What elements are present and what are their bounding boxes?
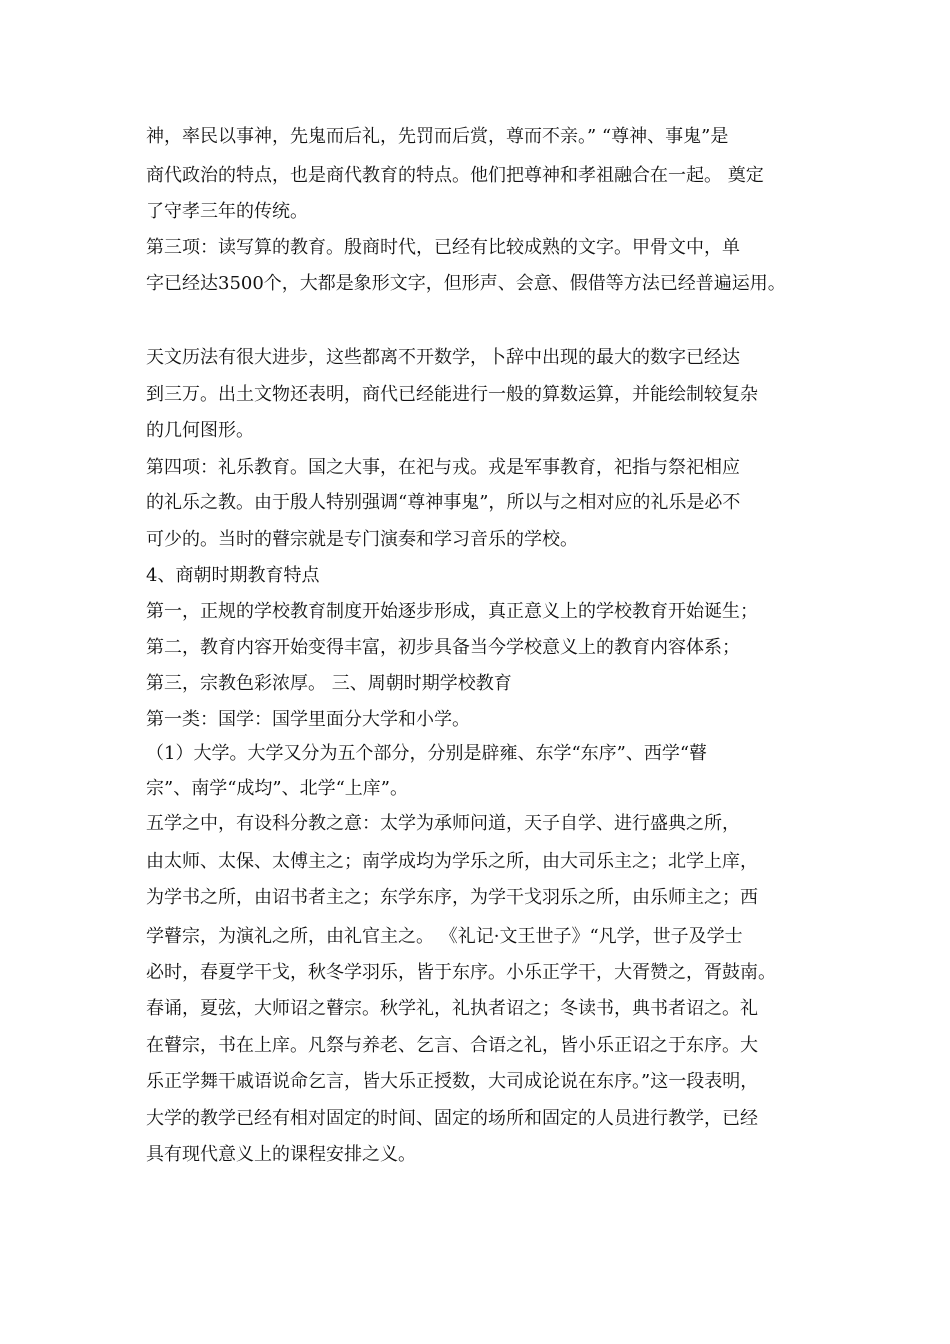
text-line: 商代政治的特点，也是商代教育的特点。他们把尊神和孝祖融合在一起。 奠定 bbox=[146, 165, 764, 186]
text-line: 字已经达3500个，大都是象形文字，但形声、会意、假借等方法已经普遍运用。 bbox=[146, 273, 786, 294]
text-line: 由太师、太保、太傅主之；南学成均为学乐之所，由大司乐主之；北学上庠， bbox=[146, 851, 758, 872]
text-line: 可少的。当时的瞽宗就是专门演奏和学习音乐的学校。 bbox=[146, 529, 578, 550]
text-line: 为学书之所，由诏书者主之；东学东序，为学干戈羽乐之所，由乐师主之；西 bbox=[146, 887, 758, 908]
text-line: 具有现代意义上的课程安排之义。 bbox=[146, 1144, 416, 1165]
text-line: 大学的教学已经有相对固定的时间、固定的场所和固定的人员进行教学，已经 bbox=[146, 1108, 758, 1129]
text-line: 了守孝三年的传统。 bbox=[146, 201, 308, 222]
text-line: 的礼乐之教。由于殷人特别强调“尊神事鬼”，所以与之相对应的礼乐是必不 bbox=[146, 492, 741, 513]
text-line: 4、商朝时期教育特点 bbox=[146, 565, 320, 586]
text-line: 在瞽宗，书在上庠。凡祭与养老、乞言、合语之礼，皆小乐正诏之于东序。大 bbox=[146, 1035, 758, 1056]
text-line: 春诵，夏弦，大师诏之瞽宗。秋学礼，礼执者诏之；冬读书，典书者诏之。礼 bbox=[146, 998, 758, 1019]
text-line: 第二，教育内容开始变得丰富，初步具备当今学校意义上的教育内容体系； bbox=[146, 637, 740, 658]
text-line: 五学之中，有设科分教之意：太学为承师问道，天子自学、进行盛典之所， bbox=[146, 813, 740, 834]
text-line: 第三，宗教色彩浓厚。 三、周朝时期学校教育 bbox=[146, 673, 512, 694]
text-line: 的几何图形。 bbox=[146, 420, 254, 441]
text-line: 第一类：国学：国学里面分大学和小学。 bbox=[146, 709, 470, 730]
text-line: 到三万。出土文物还表明，商代已经能进行一般的算数运算，并能绘制较复杂 bbox=[146, 384, 758, 405]
text-line: 宗”、南学“成均”、北学“上庠”。 bbox=[146, 778, 409, 799]
text-line: 第四项：礼乐教育。国之大事，在祀与戎。戎是军事教育，祀指与祭祀相应 bbox=[146, 457, 740, 478]
text-line: 神，率民以事神，先鬼而后礼，先罚而后赏，尊而不亲。” “尊神、事鬼”是 bbox=[146, 126, 729, 147]
text-line: 乐正学舞干戚语说命乞言，皆大乐正授数，大司成论说在东序。”这一段表明， bbox=[146, 1071, 759, 1092]
text-line: 第三项：读写算的教育。殷商时代，已经有比较成熟的文字。甲骨文中，单 bbox=[146, 237, 740, 258]
text-line: 学瞽宗，为演礼之所，由礼官主之。 《礼记·文王世子》“凡学，世子及学士 bbox=[146, 926, 743, 947]
text-line: 第一，正规的学校教育制度开始逐步形成，真正意义上的学校教育开始诞生； bbox=[146, 601, 758, 622]
text-line: （1）大学。大学又分为五个部分，分别是辟雍、东学“东序”、西学“瞽 bbox=[146, 743, 708, 764]
text-line: 天文历法有很大进步，这些都离不开数学，卜辞中出现的最大的数字已经达 bbox=[146, 347, 740, 368]
text-line: 必时，春夏学干戈，秋冬学羽乐，皆于东序。小乐正学干，大胥赞之，胥鼓南。 bbox=[146, 962, 776, 983]
